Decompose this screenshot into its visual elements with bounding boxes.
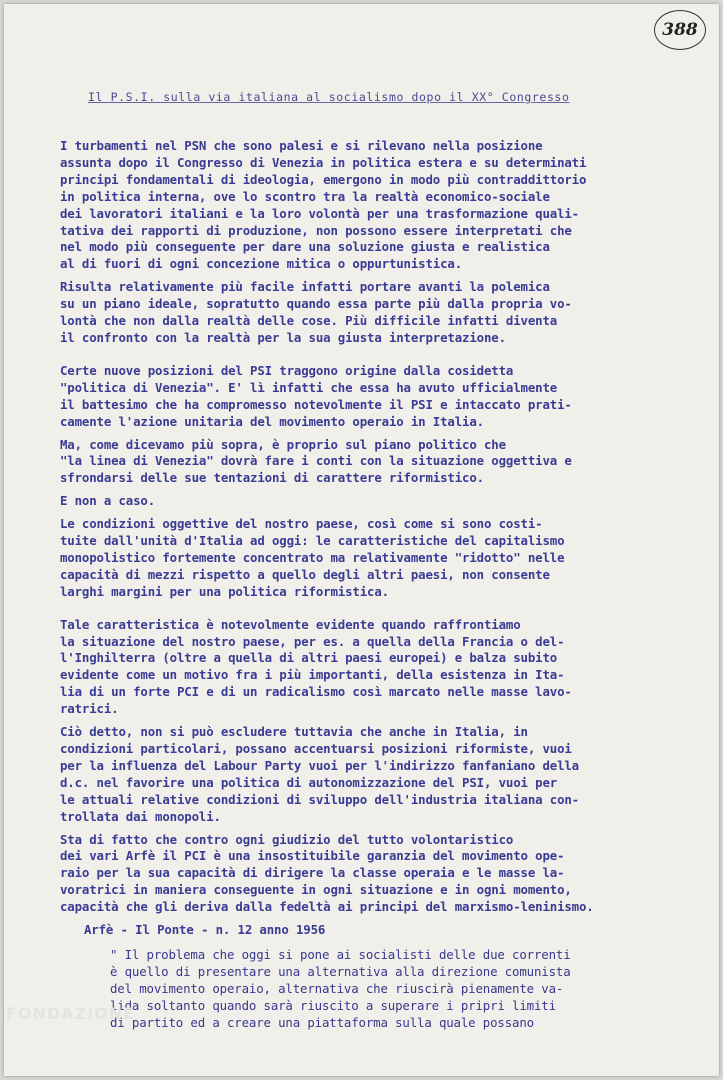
document-title: Il P.S.I. sulla via italiana al socialismo dopo il XX° Congresso [88, 90, 570, 104]
block-quote: " Il problema che oggi si pone ai socialisti delle due correnti è quello di presentare una alternativa alla direzione comunista del movimento operaio, alternativa che riuscirà pienamente va- lida soltanto quando sarà riuscito a superare i pripri limiti di partito ed a creare una piattaforma sulla quale possano [110, 946, 571, 1030]
paragraph: Le condizioni oggettive del nostro paese, così come si sono costi- tuite dall'unità d'Italia ad oggi: le caratteristiche del capitalismo monopolistico fortemente concentrato ma relativamente "ridotto" nelle capacità di mezzi rispetto a quello degli altri paesi, non consente larghi margini per una politica riformistica. [60, 516, 565, 599]
paragraph: Ciò detto, non si può escludere tuttavia che anche in Italia, in condizioni particolari, possano accentuarsi posizioni riformiste, vuoi per la influenza del Labour Party vuoi per l'indirizzo fanfaniano della d.c. nel favorire una politica di autonomizzazione del PSI, vuoi per le attuali relative condizioni di sviluppo dell'industria italiana con- trollata dai monopoli. [60, 724, 579, 824]
paragraph: Sta di fatto che contro ogni giudizio del tutto volontaristico dei vari Arfè il PCI è una insostituibile garanzia del movimento ope- raio per la sua capacità di dirigere la classe operaia e le masse la- voratrici in maniera conseguente in ogni situazione e in ogni momento, capacità che gli deriva dalla fedeltà ai principi del marxismo-leninismo. [60, 831, 594, 915]
citation: Arfè - Il Ponte - n. 12 anno 1956 [84, 922, 326, 938]
paragraph: Risulta relativamente più facile infatti portare avanti la polemica su un piano ideale, sopratutto quando essa parte più dalla propria vo- lontà che non dalla realtà delle cose. Più difficile infatti diventa il confronto con la realtà per la sua giusta interpretazione. [60, 279, 572, 345]
paragraph: Certe nuove posizioni del PSI traggono origine dalla cosidetta "politica di Venezia". E' lì infatti che essa ha avuto ufficialmente il battesimo che ha compromesso notevolmente il PSI e intaccato prati- camente l'azione unitaria del movimento operaio in Italia. [60, 362, 572, 429]
page-number-stamp: 388 [654, 10, 706, 50]
document-page [4, 4, 719, 1076]
paragraph: Tale caratteristica è notevolmente evidente quando raffrontiamo la situazione del nostro paese, per es. a quella della Francia o del- l'Inghilterra (oltre a quella di altri paesi europei) e balza subito evidente come un motivo fra i più importanti, della esistenza in Ita- lia di un forte PCI e di un radicalismo così marcato nelle masse lavo- ratrici. [60, 616, 572, 717]
paragraph: I turbamenti nel PSN che sono palesi e si rilevano nella posizione assunta dopo il Congresso di Venezia in politica estera e su determinati principi fondamentali di ideologia, emergono in modo più contraddittorio in politica interna, ove lo scontro tra la realtà economico-sociale dei lavoratori italiani e la loro volontà per una trasformazione quali- tativa dei rapporti di produzione, non possono essere interpretati che nel modo più conseguente per dare una soluzione giusta e realistica al di fuori di ogni concezione mitica o oppurtunistica. [60, 138, 587, 272]
archive-watermark: FONDAZIONE [6, 1004, 136, 1023]
paragraph: E non a caso. [60, 493, 156, 509]
body-text [60, 138, 696, 1032]
paragraph: Ma, come dicevamo più sopra, è proprio sul piano politico che "la linea di Venezia" dovrà fare i conti con la situazione oggettiva e sfrondarsi delle sue tentazioni di carattere riformistico. [60, 436, 572, 486]
